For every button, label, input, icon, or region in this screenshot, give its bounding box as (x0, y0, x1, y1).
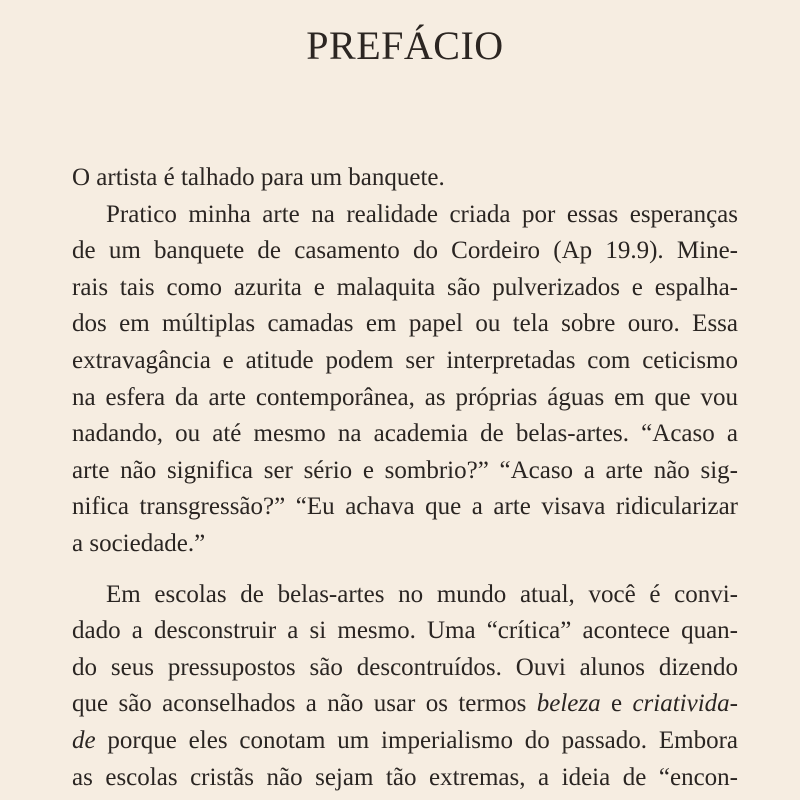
text-line: Em escolas de belas-artes no mundo atual, você é convi- (106, 580, 738, 608)
text-line: O artista é talhado para um banquete. (72, 164, 445, 191)
text-line: do seus pressupostos são descontruídos. Ouvi alunos dizendo (72, 653, 738, 681)
italic-term-beleza: beleza (536, 690, 601, 718)
text-line: as escolas cristãs não sejam tão extremas, a ideia de “encon- (72, 763, 738, 791)
italic-term-criatividade-end: de (72, 726, 96, 754)
text-line: dado a desconstruir a si mesmo. Uma “crítica” acontece quan- (72, 617, 738, 645)
text-line: de porque eles conotam um imperialismo do passado. Embora (72, 726, 738, 754)
text-line: na esfera da arte contemporânea, as próprias águas em que vou (72, 383, 738, 411)
text-line: a sociedade.” (72, 529, 206, 557)
italic-term-criatividade: criativida- (632, 690, 738, 718)
text-line: rais tais como azurita e malaquita são pulverizados e espalha- (72, 273, 738, 301)
text-line: dos em múltiplas camadas em papel ou tela sobre ouro. Essa (72, 310, 738, 338)
page-title: PREFÁCIO (306, 23, 504, 68)
text-line: de um banquete de casamento do Cordeiro (Ap 19.9). Mine- (72, 237, 738, 265)
text-line: nifica transgressão?” “Eu achava que a arte visava ridicularizar (72, 493, 738, 521)
text-line: Pratico minha arte na realidade criada por essas esperanças (106, 200, 738, 228)
text-line: extravagância e atitude podem ser interpretadas com ceticismo (72, 346, 738, 374)
text-line: nadando, ou até mesmo na academia de belas-artes. “Acaso a (72, 420, 738, 448)
body-text (72, 160, 738, 796)
text-line: arte não significa ser sério e sombrio?” “Acaso a arte não sig- (72, 456, 738, 484)
text-line: que são aconselhados a não usar os termos beleza e criativida- (72, 690, 738, 718)
